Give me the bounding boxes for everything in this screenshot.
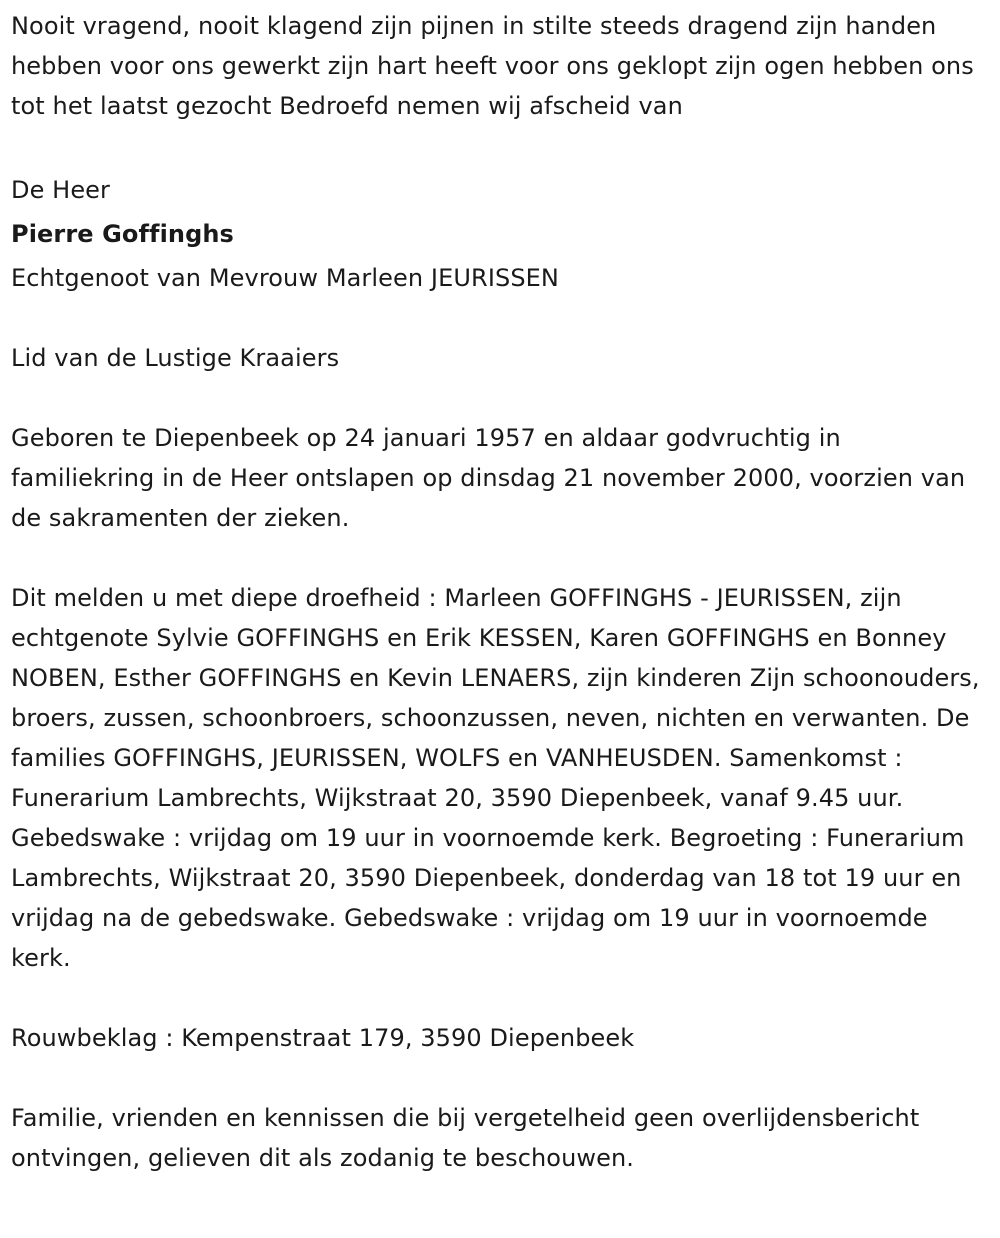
spouse-line: Echtgenoot van Mevrouw Marleen JEURISSEN xyxy=(11,264,559,292)
spacer xyxy=(11,378,990,418)
condolence-address: Rouwbeklag : Kempenstraat 179, 3590 Diepenbeek xyxy=(11,1024,635,1052)
birth-death-paragraph: Geboren te Diepenbeek op 24 januari 1957 en aldaar godvruchtig in familiekring in de Heer ontslapen op dinsdag 21 november 2000, voorzien van de sakramenten der zieken. xyxy=(11,424,966,532)
honorific-title: De Heer xyxy=(11,176,111,204)
deceased-name: Pierre Goffinghs xyxy=(11,220,234,248)
spacer xyxy=(11,538,990,578)
membership-line: Lid van de Lustige Kraaiers xyxy=(11,344,340,372)
poem-text: Nooit vragend, nooit klagend zijn pijnen in stilte steeds dragend zijn handen hebben voor ons gewerkt zijn hart heeft voor ons geklopt zijn ogen hebben ons tot het laatst gezocht Bedroefd nemen wij afscheid van xyxy=(11,12,974,120)
spacer xyxy=(11,298,990,338)
announcement-paragraph: Dit melden u met diepe droefheid : Marleen GOFFINGHS - JEURISSEN, zijn echtgenote Sylvie GOFFINGHS en Erik KESSEN, Karen GOFFINGHS en Bonney NOBEN, Esther GOFFINGHS en Kevin LENAERS, zijn kinderen Zijn schoonouders, broers, zussen, schoonbroers, schoonzussen, neven, nichten en verwanten. De families GOFFINGHS, JEURISSEN, WOLFS en VANHEUSDEN. Samenkomst : Funerarium Lambrechts, Wijkstraat 20, 3590 Diepenbeek, vanaf 9.45 uur. Gebedswake : vrijdag om 19 uur in voornoemde kerk. Begroeting : Funerarium Lambrechts, Wijkstraat 20, 3590 Diepenbeek, donderdag van 18 tot 19 uur en vrijdag na de gebedswake. Gebedswake : vrijdag om 19 uur in voornoemde kerk. xyxy=(11,584,980,972)
spacer xyxy=(11,1058,990,1098)
closing-paragraph: Familie, vrienden en kennissen die bij vergetelheid geen overlijdensbericht ontvingen, gelieven dit als zodanig te beschouwen. xyxy=(11,1104,920,1172)
spacer xyxy=(11,978,990,1018)
spacer xyxy=(11,126,990,166)
